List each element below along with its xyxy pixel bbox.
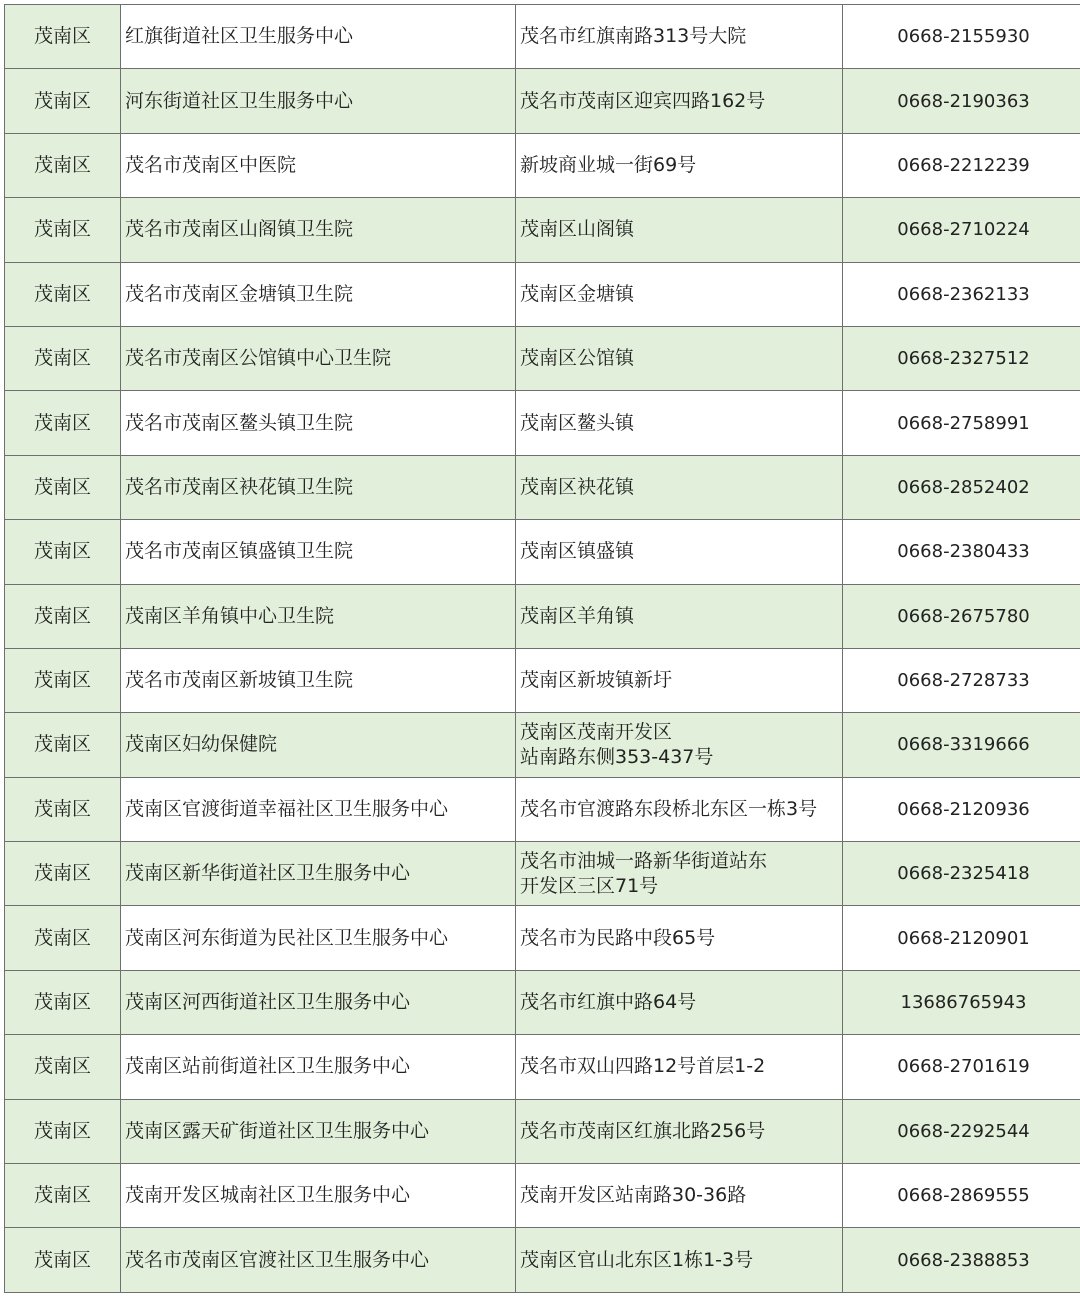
table-row [5, 970, 1080, 1034]
institution-name-cell: 茂名市茂南区新坡镇卫生院 [121, 648, 516, 712]
phone-cell: 0668-2852402 [843, 455, 1080, 519]
district-cell: 茂南区 [5, 198, 121, 262]
phone-cell: 0668-2327512 [843, 326, 1080, 390]
district-cell: 茂南区 [5, 326, 121, 390]
address-line: 茂南区山阁镇 [520, 218, 635, 241]
address-cell [516, 1164, 843, 1228]
address-line: 茂名市茂南区迎宾四路162号 [520, 89, 766, 112]
phone-cell: 0668-2388853 [843, 1228, 1080, 1292]
table-row [5, 133, 1080, 197]
table-row [5, 198, 1080, 262]
district-cell: 茂南区 [5, 648, 121, 712]
address-line: 茂名市官渡路东段桥北东区一栋3号 [520, 797, 818, 820]
institution-name-cell: 茂南区站前街道社区卫生服务中心 [121, 1035, 516, 1099]
address-cell [516, 1099, 843, 1163]
address-cell [516, 713, 843, 777]
district-cell: 茂南区 [5, 777, 121, 841]
phone-cell: 0668-2120901 [843, 906, 1080, 970]
address-line: 茂名市红旗中路64号 [520, 991, 697, 1014]
phone-cell: 13686765943 [843, 970, 1080, 1034]
table-row [5, 906, 1080, 970]
district-cell: 茂南区 [5, 1164, 121, 1228]
district-cell: 茂南区 [5, 584, 121, 648]
district-cell: 茂南区 [5, 5, 121, 69]
address-cell [516, 326, 843, 390]
address-cell [516, 584, 843, 648]
district-cell: 茂南区 [5, 1035, 121, 1099]
table-row [5, 1164, 1080, 1228]
district-cell: 茂南区 [5, 842, 121, 906]
institution-name-cell: 茂南区官渡街道幸福社区卫生服务中心 [121, 777, 516, 841]
phone-cell: 0668-3319666 [843, 713, 1080, 777]
phone-cell: 0668-2869555 [843, 1164, 1080, 1228]
address-cell [516, 5, 843, 69]
institution-name-cell: 河东街道社区卫生服务中心 [121, 69, 516, 133]
address-line: 茂南区镇盛镇 [520, 540, 635, 563]
table-row [5, 262, 1080, 326]
address-line: 茂南区茂南开发区 [520, 720, 673, 743]
institution-name-cell: 茂南区羊角镇中心卫生院 [121, 584, 516, 648]
address-cell [516, 1035, 843, 1099]
address-cell [516, 970, 843, 1034]
table-row [5, 455, 1080, 519]
address-cell [516, 133, 843, 197]
address-cell [516, 906, 843, 970]
clinic-table-container [4, 4, 1076, 1293]
table-row [5, 777, 1080, 841]
institution-name-cell: 茂名市茂南区袂花镇卫生院 [121, 455, 516, 519]
table-row [5, 520, 1080, 584]
table-row [5, 648, 1080, 712]
institution-name-cell: 茂南区新华街道社区卫生服务中心 [121, 842, 516, 906]
institution-name-cell: 茂名市茂南区金塘镇卫生院 [121, 262, 516, 326]
phone-cell: 0668-2675780 [843, 584, 1080, 648]
district-cell: 茂南区 [5, 262, 121, 326]
institution-name-cell: 茂南区河东街道为民社区卫生服务中心 [121, 906, 516, 970]
address-cell [516, 1228, 843, 1292]
institution-name-cell: 茂名市茂南区公馆镇中心卫生院 [121, 326, 516, 390]
address-line: 茂名市红旗南路313号大院 [520, 25, 747, 48]
address-line: 茂南区官山北东区1栋1-3号 [520, 1248, 754, 1271]
address-line: 茂南开发区站南路30-36路 [520, 1184, 747, 1207]
table-row [5, 391, 1080, 455]
district-cell: 茂南区 [5, 520, 121, 584]
address-cell [516, 520, 843, 584]
address-cell [516, 262, 843, 326]
address-line: 茂名市油城一路新华街道站东 [520, 849, 768, 872]
institution-name-cell: 茂南开发区城南社区卫生服务中心 [121, 1164, 516, 1228]
institution-name-cell: 茂南区露天矿街道社区卫生服务中心 [121, 1099, 516, 1163]
address-line: 茂名市为民路中段65号 [520, 926, 716, 949]
phone-cell: 0668-2155930 [843, 5, 1080, 69]
address-cell [516, 842, 843, 906]
address-line: 开发区三区71号 [520, 874, 659, 897]
district-cell: 茂南区 [5, 69, 121, 133]
address-line: 站南路东侧353-437号 [520, 745, 714, 768]
address-line: 茂南区鳌头镇 [520, 411, 635, 434]
table-row [5, 69, 1080, 133]
phone-cell: 0668-2380433 [843, 520, 1080, 584]
institution-name-cell: 茂名市茂南区中医院 [121, 133, 516, 197]
district-cell: 茂南区 [5, 391, 121, 455]
clinic-table-body [5, 5, 1080, 1293]
district-cell: 茂南区 [5, 455, 121, 519]
table-row [5, 584, 1080, 648]
address-line: 茂名市茂南区红旗北路256号 [520, 1119, 766, 1142]
phone-cell: 0668-2362133 [843, 262, 1080, 326]
address-line: 茂南区公馆镇 [520, 347, 635, 370]
address-cell [516, 648, 843, 712]
phone-cell: 0668-2212239 [843, 133, 1080, 197]
address-line: 茂南区金塘镇 [520, 282, 635, 305]
table-row [5, 1035, 1080, 1099]
district-cell: 茂南区 [5, 906, 121, 970]
phone-cell: 0668-2292544 [843, 1099, 1080, 1163]
phone-cell: 0668-2190363 [843, 69, 1080, 133]
table-row [5, 1099, 1080, 1163]
address-cell [516, 69, 843, 133]
phone-cell: 0668-2710224 [843, 198, 1080, 262]
phone-cell: 0668-2701619 [843, 1035, 1080, 1099]
district-cell: 茂南区 [5, 133, 121, 197]
table-row [5, 5, 1080, 69]
address-line: 新坡商业城一街69号 [520, 153, 697, 176]
address-line: 茂名市双山四路12号首层1-2 [520, 1055, 766, 1078]
table-row [5, 842, 1080, 906]
phone-cell: 0668-2728733 [843, 648, 1080, 712]
institution-name-cell: 茂名市茂南区官渡社区卫生服务中心 [121, 1228, 516, 1292]
institution-name-cell: 红旗街道社区卫生服务中心 [121, 5, 516, 69]
institution-name-cell: 茂南区河西街道社区卫生服务中心 [121, 970, 516, 1034]
table-row [5, 1228, 1080, 1292]
district-cell: 茂南区 [5, 970, 121, 1034]
address-cell [516, 455, 843, 519]
table-row [5, 326, 1080, 390]
institution-name-cell: 茂南区妇幼保健院 [121, 713, 516, 777]
table-row [5, 713, 1080, 777]
phone-cell: 0668-2325418 [843, 842, 1080, 906]
district-cell: 茂南区 [5, 713, 121, 777]
address-cell [516, 198, 843, 262]
phone-cell: 0668-2120936 [843, 777, 1080, 841]
address-line: 茂南区新坡镇新圩 [520, 669, 673, 692]
clinic-table [4, 4, 1080, 1293]
address-cell [516, 391, 843, 455]
phone-cell: 0668-2758991 [843, 391, 1080, 455]
address-cell [516, 777, 843, 841]
district-cell: 茂南区 [5, 1228, 121, 1292]
address-line: 茂南区羊角镇 [520, 604, 635, 627]
district-cell: 茂南区 [5, 1099, 121, 1163]
institution-name-cell: 茂名市茂南区镇盛镇卫生院 [121, 520, 516, 584]
institution-name-cell: 茂名市茂南区鳌头镇卫生院 [121, 391, 516, 455]
address-line: 茂南区袂花镇 [520, 475, 635, 498]
institution-name-cell: 茂名市茂南区山阁镇卫生院 [121, 198, 516, 262]
